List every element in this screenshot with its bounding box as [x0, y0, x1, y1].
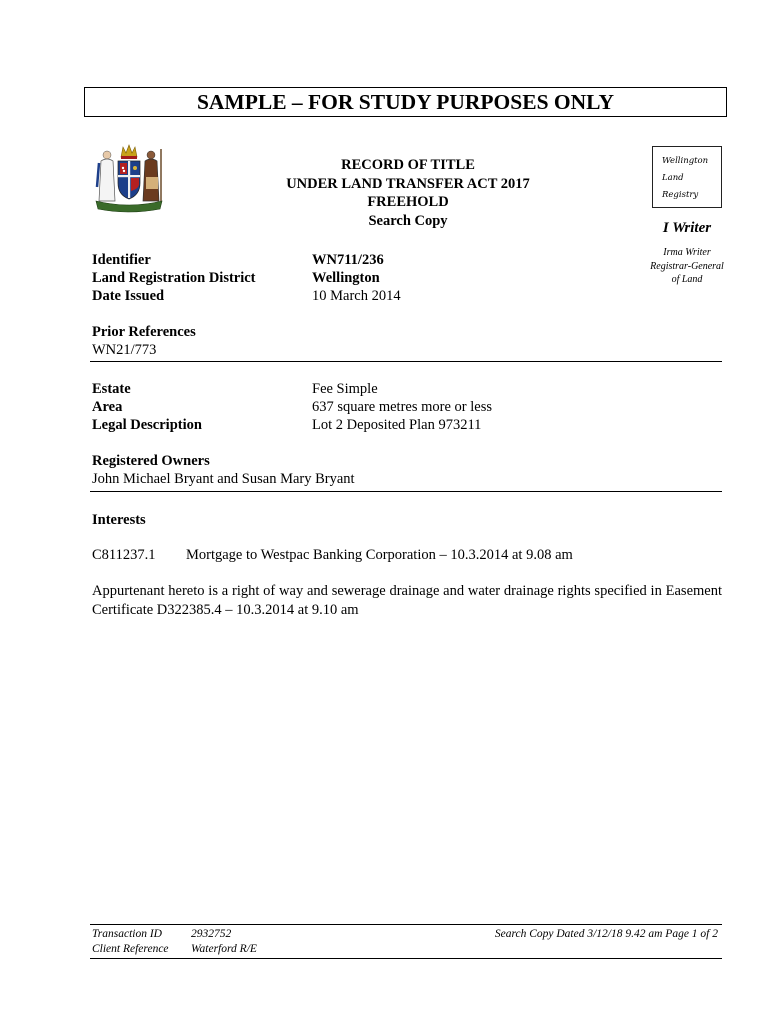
footer-rule [90, 924, 722, 925]
estate-row [92, 380, 378, 398]
search-copy-dated: Search Copy Dated 3/12/18 9.42 am Page 1 of 2 [494, 928, 718, 940]
estate-value: Fee Simple [312, 381, 378, 397]
divider [90, 491, 722, 492]
registrar-name: Irma Writer [663, 247, 711, 258]
registrar-block [637, 246, 737, 287]
prior-references-value: WN21/773 [92, 342, 157, 358]
sample-banner: SAMPLE – FOR STUDY PURPOSES ONLY [84, 87, 727, 117]
divider [90, 361, 722, 362]
heading-record-of-title: RECORD OF TITLE [341, 157, 475, 173]
registrar-signature: I Writer [662, 220, 712, 236]
date-issued-label: Date Issued [92, 288, 165, 304]
mortgage-text: Mortgage to Westpac Banking Corporation – 10.3.2014 at 9.08 am [186, 547, 573, 563]
district-row [92, 269, 380, 287]
coat-of-arms-icon [90, 143, 168, 215]
footer-rule-bottom [90, 958, 722, 959]
heading-search-copy: Search Copy [368, 212, 448, 229]
heading-freehold: FREEHOLD [367, 194, 449, 210]
transaction-id-value: 2932752 [191, 928, 232, 940]
registered-owners-value: John Michael Bryant and Susan Mary Bryant [92, 471, 355, 487]
registered-owners [92, 452, 355, 488]
client-reference-label: Client Reference [92, 943, 169, 955]
area-value: 637 square metres more or less [312, 399, 492, 415]
area-label: Area [92, 399, 123, 415]
transaction-id-label: Transaction ID [92, 928, 162, 940]
stamp-line-3: Registry [662, 190, 699, 200]
district-label: Land Registration District [92, 270, 256, 286]
registry-stamp [652, 146, 722, 208]
interests-label: Interests [92, 512, 146, 528]
identifier-label: Identifier [92, 252, 151, 268]
prior-references [92, 323, 196, 359]
heading-act: UNDER LAND TRANSFER ACT 2017 [286, 175, 530, 192]
client-reference-value: Waterford R/E [191, 943, 257, 955]
legal-description-label: Legal Description [92, 417, 202, 433]
legal-description-row [92, 416, 482, 434]
legal-description-value: Lot 2 Deposited Plan 973211 [312, 417, 482, 433]
identifier-row [92, 251, 384, 269]
document-heading [250, 156, 566, 230]
appurtenant-paragraph: Appurtenant hereto is a right of way and sewerage drainage and water drainage rights specified in Easement Certificate D322385.4 – 10.3.2014 at 9.10 am [92, 583, 722, 618]
date-issued-value: 10 March 2014 [312, 288, 401, 304]
interests-heading [92, 511, 146, 529]
area-row [92, 398, 492, 416]
mortgage-entry [92, 546, 573, 564]
stamp-line-1: Wellington [662, 156, 709, 166]
registrar-of-land: of Land [671, 274, 703, 285]
estate-label: Estate [92, 381, 131, 397]
identifier-value: WN711/236 [312, 252, 384, 268]
district-value: Wellington [312, 270, 380, 286]
stamp-line-2: Land [662, 173, 684, 183]
registered-owners-label: Registered Owners [92, 453, 210, 469]
mortgage-reference: C811237.1 [92, 547, 156, 563]
registrar-title: Registrar-General [650, 260, 724, 272]
date-issued-row [92, 287, 401, 305]
prior-references-label: Prior References [92, 324, 196, 340]
